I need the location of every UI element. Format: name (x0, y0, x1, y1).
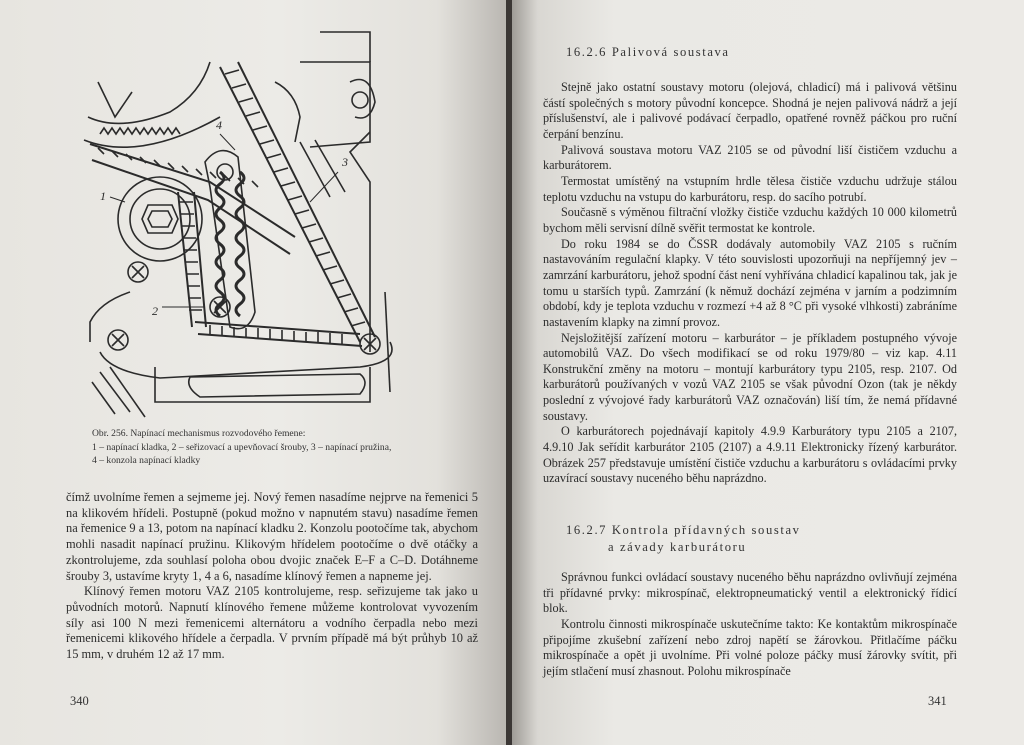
section-16-2-7-body (543, 570, 957, 680)
left-paragraph-1: čímž uvolníme řemen a sejmeme jej. Nový řemen nasadíme nejprve na řemenici 5 na klikovém hřídeli. Postupně (pokud možno v napnutém stavu) nasadíme řemen na řemenice 9 a 13, potom na napínací kladku 2. Konzolu pootočíme tak, abychom mohli nasadit napínací pružinu. Klikovým hřídelem pootočíme o dvě otáčky a zkontrolujeme, zda souhlasí poloha obou dvojic značek E–F a C–D. Dotáhneme šrouby 3, ustavíme kryty 1, 4 a 6, nasadíme klínový řemen a napneme jej. (66, 490, 478, 583)
page-number-right: 341 (928, 694, 947, 708)
figure-label-2: 2 (152, 304, 158, 318)
section-title-16-2-7-line-1: 16.2.7 Kontrola přídavných soustav (566, 523, 801, 537)
section-title-16-2-6: 16.2.6 Palivová soustava (566, 45, 730, 59)
figure-256-timing-belt-tensioner (70, 22, 480, 424)
section-16-2-6-body (543, 80, 957, 487)
caption-line-2: 1 – napínací kladka, 2 – seřizovací a upevňovací šrouby, 3 – napínací pružina, (92, 441, 392, 453)
right-paragraph-3: Termostat umístěný na vstupním hrdle tělesa čističe vzduchu udržuje stálou teplotu vzduchu na vstupu do karburátoru, resp. do sacího potrubí. (543, 173, 957, 204)
right-paragraph-4: Současně s výměnou filtrační vložky čističe vzduchu každých 10 000 kilometrů bychom měli servisní dílně svěřit termostat ke kontrole. (543, 205, 957, 235)
right-paragraph-1: Stejně jako ostatní soustavy motoru (olejová, chladicí) má i palivová většinu částí společných s motory původní koncepce. Shodná je nejen palivová nádrž a její příslušenství, ale i palivové podávací čerpadlo, opatřené rovněž páčkou pro ruční čerpání benzínu. (543, 80, 957, 141)
left-page (0, 0, 508, 745)
caption-line-1: Obr. 256. Napínací mechanismus rozvodového řemene: (92, 428, 306, 439)
tensioner-drawing (70, 22, 480, 424)
left-body-text (66, 490, 478, 663)
right-paragraph-2: Palivová soustava motoru VAZ 2105 se od původní liší čističem vzduchu a karburátorem. (543, 142, 957, 173)
right-paragraph-8: Správnou funkci ovládací soustavy nuceného běhu naprázdno ovlivňují zejména tři přídavné prvky: mikrospínač, elektropneumatický ventil a elektronický řídicí blok. (543, 570, 957, 616)
caption-line-3: 4 – konzola napínací kladky (92, 455, 201, 467)
figure-label-3: 3 (342, 155, 348, 169)
section-title-16-2-7-line-2: a závady karburátoru (608, 540, 747, 554)
right-paragraph-6: Nejsložitější zařízení motoru – karburátor – je příkladem postupného vývoje automobilů VAZ. Do všech modifikací se od roku 1979/80 – viz kap. 4.11 Konstrukční změny na motoru – montují karburátory typu 2105, resp. 2107. Od karburátorů používaných v vozů VAZ 2105 se však původní Ozon (tak je někdy poslední z vývojové řady karburátorů VAZ označován) liší tím, že nemá přídavné soustavy. (543, 330, 957, 423)
right-paragraph-7: O karburátorech pojednávají kapitoly 4.9.9 Karburátory typu 2105 a 2107, 4.9.10 Jak seřídit karburátor 2105 (2107) a 4.9.11 Elektronicky řízený karburátor. Obrázek 257 představuje umístění čističe vzduchu a karburátoru s ovládacími prvky uzavírací soustavy nuceného běhu naprázdno. (543, 424, 957, 486)
figure-label-1: 1 (100, 189, 106, 203)
right-paragraph-5: Do roku 1984 se do ČSSR dodávaly automobily VAZ 2105 s ručním nastavováním regulační klapky. V této souvislosti upozorňuji na nepříjemný jev – zamrzání karburátoru, jehož spodní část není vyhřívána chladicí kapalinou tak, jak je tomu u starších typů. Zamrzání (k němuž dochází zejména v jarním a podzimním období, kdy je teplota vzduchu v rozmezí +4 až 8 °C při vysoké vlhkosti) zabráníme nastavením klapky na zimní provoz. (543, 236, 957, 329)
left-paragraph-2: Klínový řemen motoru VAZ 2105 kontrolujeme, resp. seřizujeme tak jako u původních motorů. Napnutí klínového řemene můžeme kontrolovat vyvozením síly asi 100 N mezi řemenicemi alternátoru a vodního čerpadla nebo mezi řemenicemi klikového hřídele a čerpadla. V prvním případě má být průhyb 10 až 15 mm, v druhém 12 až 17 mm. (66, 584, 478, 662)
figure-caption (92, 427, 484, 468)
page-number-left: 340 (70, 694, 89, 708)
figure-label-4: 4 (216, 118, 222, 132)
right-paragraph-9: Kontrolu činnosti mikrospínače uskutečníme takto: Ke kontaktům mikrospínače připojíme zkušební zařízení nebo zdroj napětí se žárovkou. Přitlačíme páčku mikrospínače a opět ji uvolníme. Při volné poloze páčky musí žárovky svítit, při jejím stlačení musí zhasnout. Polohu mikrospínače (543, 616, 957, 678)
